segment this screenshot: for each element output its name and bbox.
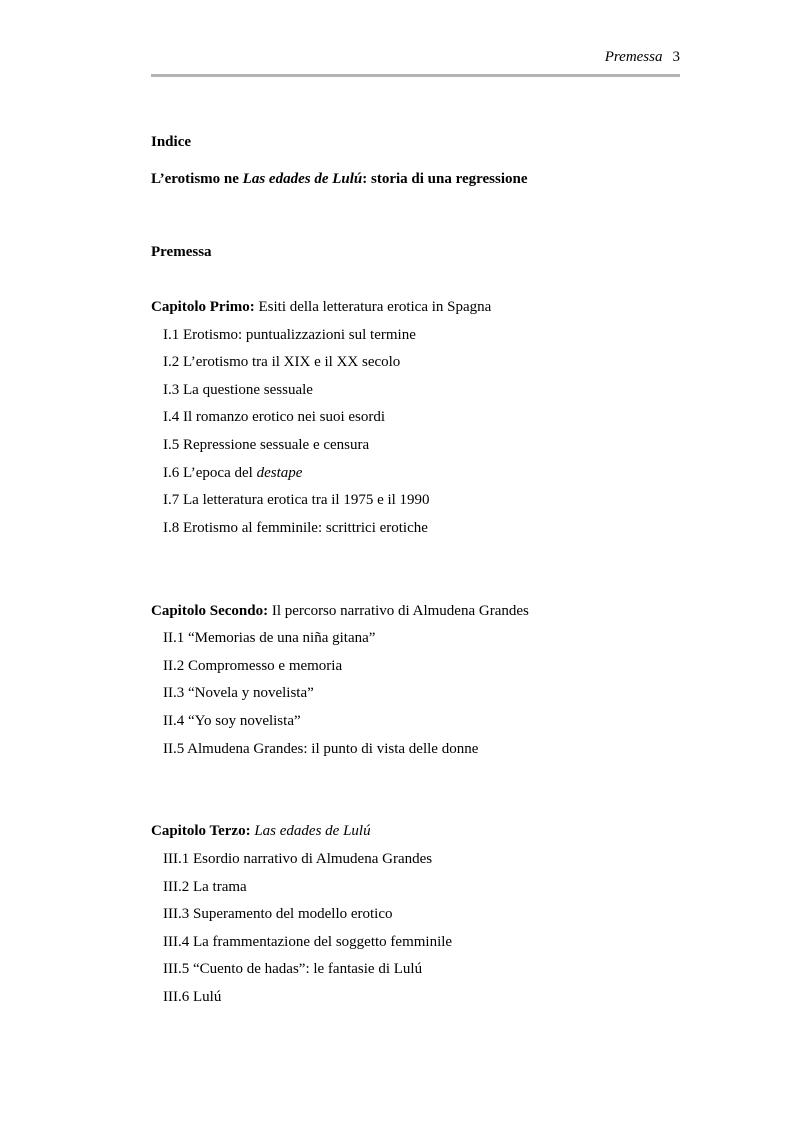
chapter-3-label: Capitolo Terzo: — [151, 823, 251, 839]
toc-entry: III.6 Lulú — [163, 989, 222, 1005]
toc-entry: II.2 Compromesso e memoria — [163, 658, 343, 674]
thesis-title-book: Las edades de Lulú — [242, 171, 363, 187]
toc-entry: I.7 La letteratura erotica tra il 1975 e il 1990 — [163, 492, 430, 508]
running-header-title: Premessa — [604, 49, 663, 65]
chapter-2-title: Il percorso narrativo di Almudena Grandes — [268, 603, 529, 619]
chapter-1-label: Capitolo Primo: — [151, 299, 255, 315]
toc-entry: I.5 Repressione sessuale e censura — [163, 437, 370, 453]
chapter-1-title: Esiti della letteratura erotica in Spagna — [254, 299, 492, 315]
thesis-title — [151, 169, 528, 189]
thesis-title-part1: L’erotismo ne — [151, 171, 243, 187]
toc-entry: II.4 “Yo soy novelista” — [163, 713, 301, 729]
toc-entry: I.4 Il romanzo erotico nei suoi esordi — [163, 409, 386, 425]
chapter-2-label: Capitolo Secondo: — [151, 603, 269, 619]
chapter-3-heading — [151, 821, 371, 841]
toc-entry-text: I.6 L’epoca del — [163, 465, 257, 481]
chapter-3-title: Las edades de Lulú — [254, 823, 371, 839]
toc-entry-italic: destape — [256, 465, 303, 481]
running-header — [605, 47, 680, 67]
toc-entry: I.1 Erotismo: puntualizzazioni sul termine — [163, 327, 416, 343]
chapter-1-heading — [151, 297, 491, 317]
toc-entry: I.2 L’erotismo tra il XIX e il XX secolo — [163, 354, 401, 370]
toc-entry: III.3 Superamento del modello erotico — [163, 906, 393, 922]
toc-entry: III.4 La frammentazione del soggetto femminile — [163, 934, 453, 950]
toc-entry: II.5 Almudena Grandes: il punto di vista delle donne — [163, 741, 479, 757]
toc-entry: III.2 La trama — [163, 879, 247, 895]
page-number: 3 — [672, 49, 680, 65]
toc-entry: III.1 Esordio narrativo di Almudena Grandes — [163, 851, 433, 867]
toc-entry: II.1 “Memorias de una niña gitana” — [163, 630, 376, 646]
toc-entry — [163, 463, 302, 483]
toc-entry: I.3 La questione sessuale — [163, 382, 313, 398]
index-heading: Indice — [151, 134, 192, 150]
premessa-entry: Premessa — [151, 244, 212, 260]
thesis-title-part3: : storia di una regressione — [362, 171, 528, 187]
toc-entry: III.5 “Cuento de hadas”: le fantasie di Lulú — [163, 961, 423, 977]
toc-entry: II.3 “Novela y novelista” — [163, 685, 314, 701]
toc-entry: I.8 Erotismo al femminile: scrittrici erotiche — [163, 520, 428, 536]
chapter-2-heading — [151, 601, 529, 621]
header-rule — [151, 74, 680, 77]
